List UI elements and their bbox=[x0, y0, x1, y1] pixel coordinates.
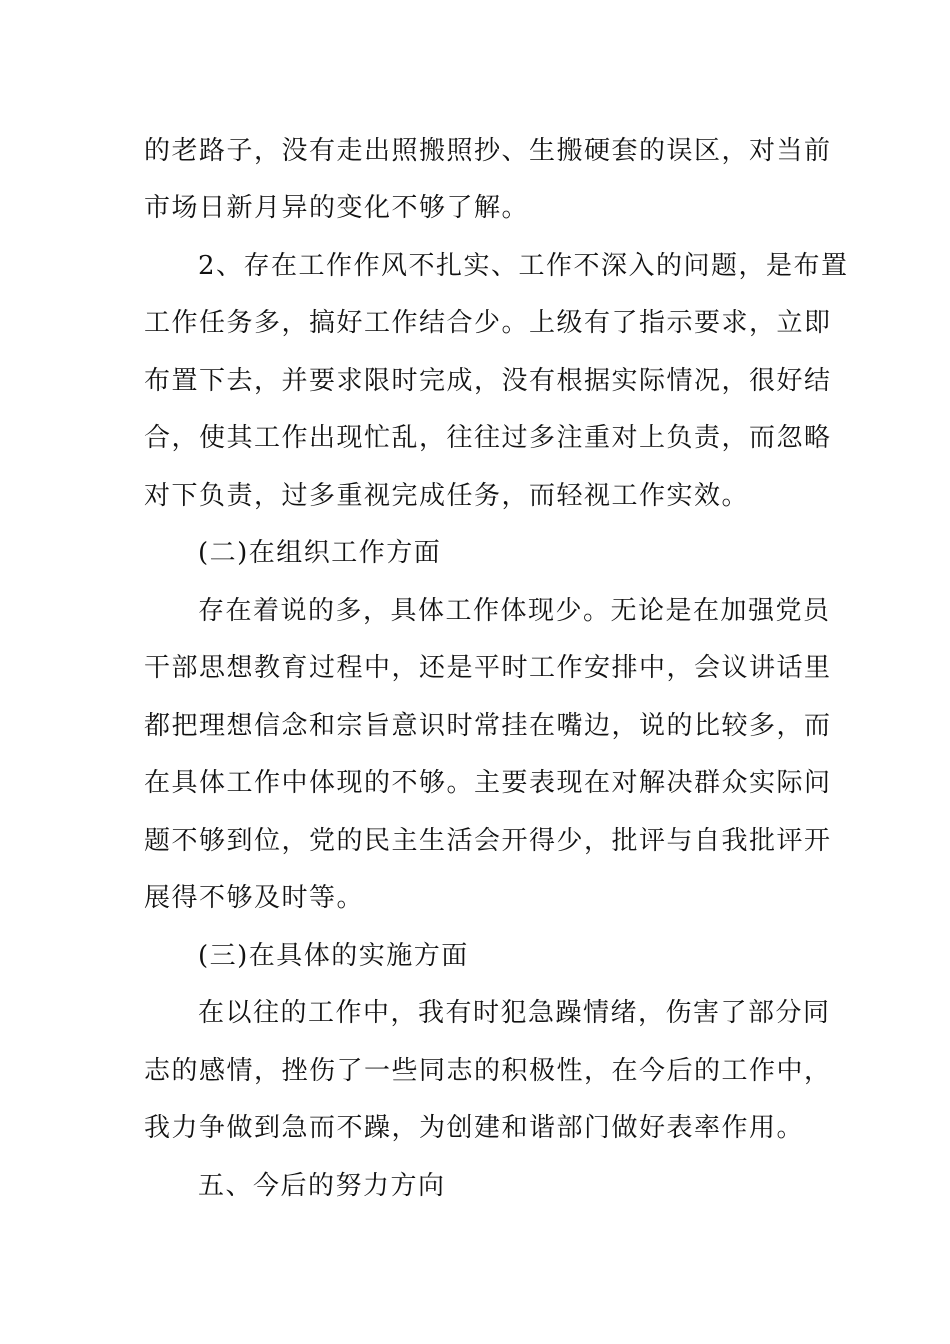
paragraph-line: 在以往的工作中，我有时犯急躁情绪，伤害了部分同 bbox=[198, 998, 831, 1028]
paragraph-line: 干部思想教育过程中，还是平时工作安排中，会议讲话里 bbox=[144, 653, 832, 683]
paragraph-line: 题不够到位，党的民主生活会开得少，批评与自我批评开 bbox=[144, 826, 832, 856]
paragraph-line: 合，使其工作出现忙乱，往往过多注重对上负责，而忽略 bbox=[144, 423, 832, 453]
paragraph-line: 存在着说的多，具体工作体现少。无论是在加强党员 bbox=[198, 596, 831, 626]
paragraph-line: 工作任务多，搞好工作结合少。上级有了指示要求，立即 bbox=[144, 308, 832, 338]
paragraph-line: 市场日新月异的变化不够了解。 bbox=[144, 193, 530, 223]
paragraph-line: 布置下去，并要求限时完成，没有根据实际情况，很好结 bbox=[144, 366, 832, 396]
paragraph-line: 对下负责，过多重视完成任务，而轻视工作实效。 bbox=[144, 481, 750, 511]
paragraph-line: 在具体工作中体现的不够。主要表现在对解决群众实际问 bbox=[144, 768, 832, 798]
section-heading: (二)在组织工作方面 bbox=[198, 538, 442, 568]
paragraph-line: 展得不够及时等。 bbox=[144, 883, 365, 913]
section-heading: 五、今后的努力方向 bbox=[198, 1171, 446, 1201]
paragraph-line: 志的感情，挫伤了一些同志的积极性，在今后的工作中， bbox=[144, 1056, 832, 1086]
paragraph-line: 的老路子，没有走出照搬照抄、生搬硬套的误区，对当前 bbox=[144, 136, 832, 166]
paragraph-line: 都把理想信念和宗旨意识时常挂在嘴边，说的比较多，而 bbox=[144, 711, 832, 741]
paragraph-line: 2、存在工作作风不扎实、工作不深入的问题，是布置 bbox=[198, 251, 849, 281]
paragraph-line: 我力争做到急而不躁，为创建和谐部门做好表率作用。 bbox=[144, 1113, 805, 1143]
section-heading: (三)在具体的实施方面 bbox=[198, 941, 469, 971]
